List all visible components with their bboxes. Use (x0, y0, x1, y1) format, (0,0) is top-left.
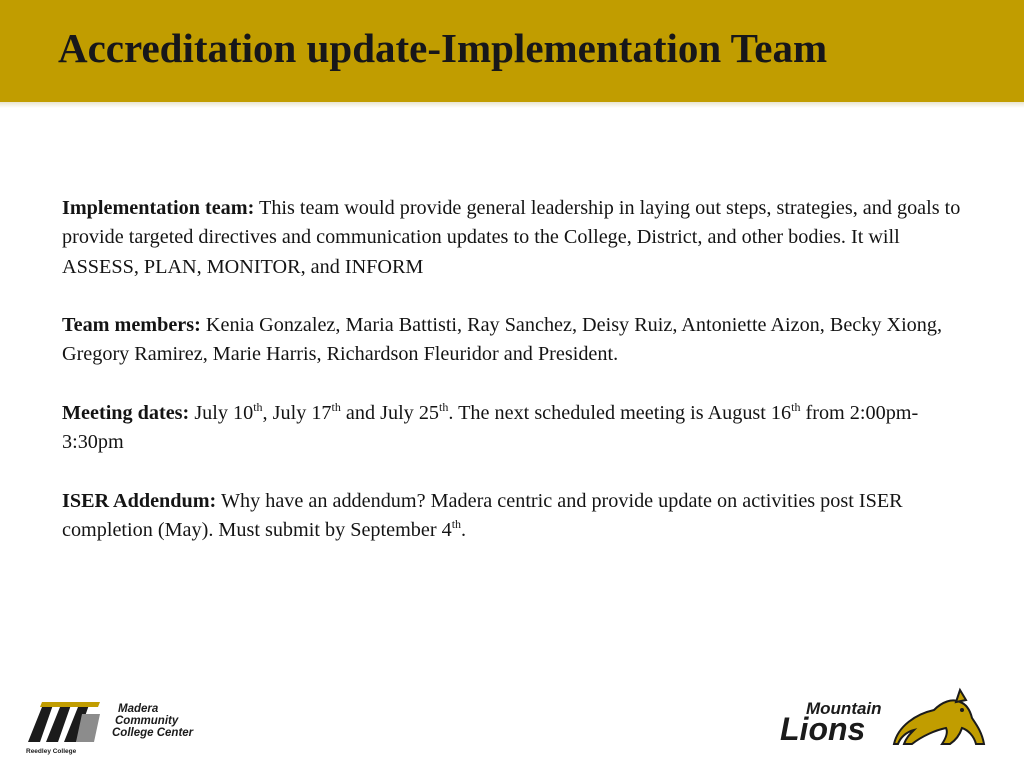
meetings-text-3: and July 25 (340, 402, 440, 425)
iser-text-2: . (461, 519, 467, 542)
meetings-sup-2: th (331, 400, 341, 415)
meetings-label: Meeting dates: (62, 402, 190, 425)
meetings-text-5: from 2:00pm-3:30pm (62, 402, 919, 454)
implementation-label: Implementation team: (62, 197, 255, 219)
mc-emblem-icon (28, 702, 100, 742)
members-text: Kenia Gonzalez, Maria Battisti, Ray Sanchez, Deisy Ruiz, Antoniette Aizon, Becky Xiong, Gregory Ramirez, Marie Harris, Richardson Fleuridor and President. (62, 314, 943, 366)
iser-sup-1: th (451, 517, 462, 532)
meetings-text-2: , July 17 (262, 402, 332, 425)
logo-left-line2: Community (115, 715, 179, 727)
members-label: Team members: (62, 314, 201, 337)
logo-left-sub: Reedley College (26, 748, 77, 755)
logo-right-word1: Mountain (806, 699, 882, 718)
meetings-paragraph (62, 399, 972, 458)
implementation-paragraph (62, 194, 972, 282)
slide-body (62, 194, 972, 575)
meetings-sup-1: th (253, 400, 263, 415)
members-paragraph (62, 311, 972, 370)
meetings-text-1: July 10 (189, 402, 254, 425)
mountain-lions-logo (776, 678, 996, 758)
implementation-text: This team would provide general leadership in laying out steps, strategies, and goals to provide targeted directives and communication updates to the College, District, and other bodies. It will ASSESS, PLAN, MONITOR, and INFORM (62, 197, 961, 278)
iser-text-1: Why have an addendum? Madera centric and provide update on activities post ISER completion (May). Must submit by September 4 (62, 489, 903, 542)
mountain-lion-icon (894, 690, 984, 744)
logo-right-word2: Lions (780, 711, 866, 747)
meetings-text-4: . The next scheduled meeting is August 16 (448, 402, 792, 425)
meetings-sup-4: th (791, 400, 801, 415)
title-bar (0, 0, 1024, 102)
meetings-sup-3: th (439, 400, 449, 415)
iser-paragraph (62, 487, 972, 546)
madera-college-logo (24, 694, 220, 756)
slide-title: Accreditation update-Implementation Team (58, 25, 828, 71)
iser-label: ISER Addendum: (62, 489, 217, 512)
logo-left-line3: College Center (112, 727, 194, 739)
logo-left-line1: Madera (118, 703, 159, 715)
